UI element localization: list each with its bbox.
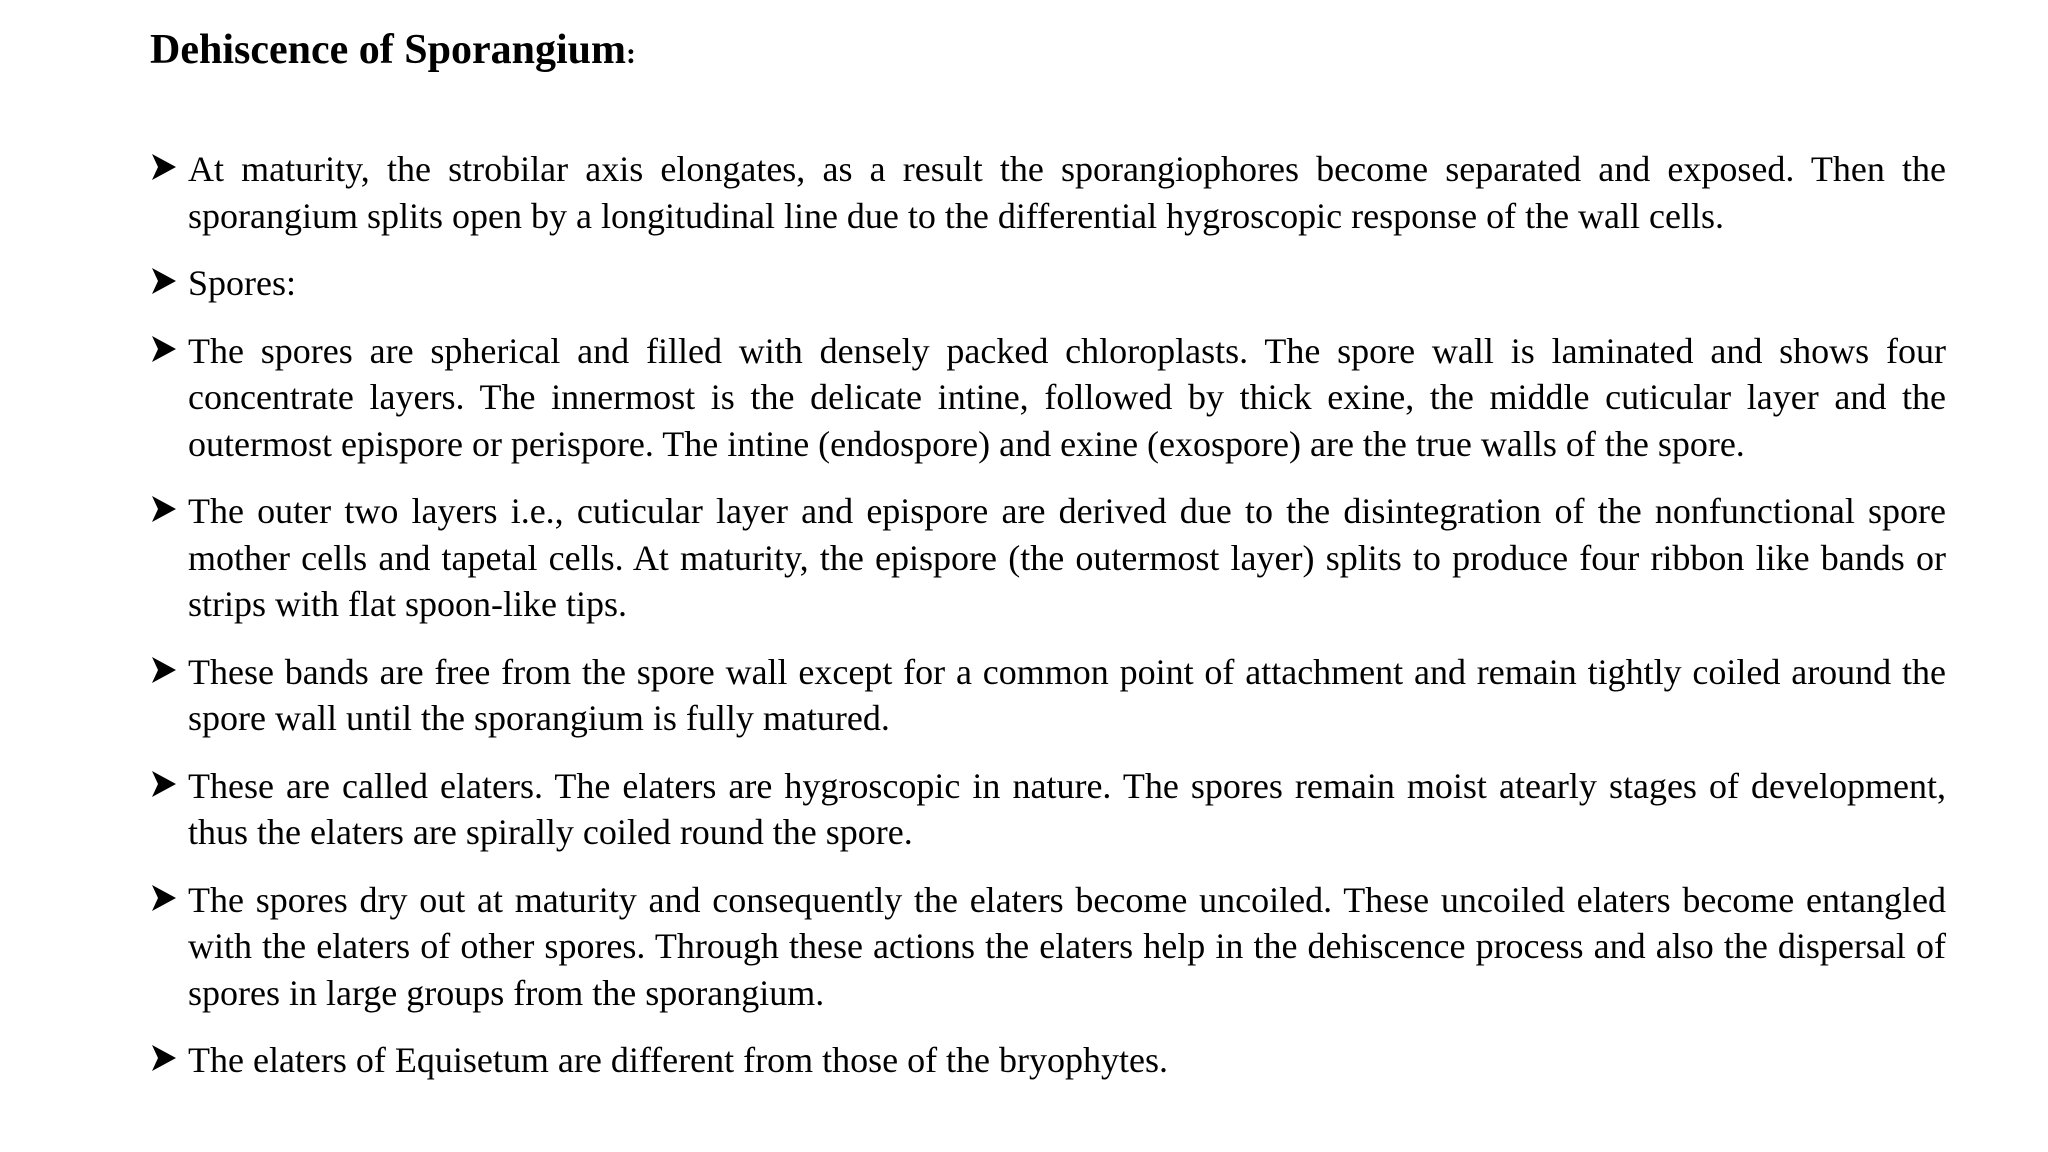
arrowhead-bullet-icon <box>150 1043 178 1073</box>
bullet-text: The elaters of Equisetum are different from those of the bryophytes. <box>188 1040 1169 1080</box>
arrowhead-bullet-icon <box>150 769 178 799</box>
bullet-item <box>150 649 1946 742</box>
bullet-item <box>150 488 1946 628</box>
page-title <box>150 24 636 80</box>
bullet-list <box>150 146 1946 1105</box>
bullet-item <box>150 328 1946 468</box>
bullet-item <box>150 1037 1946 1084</box>
bullet-text: The spores are spherical and filled with densely packed chloroplasts. The spore wall is laminated and shows four concentrate layers. The innermost is the delicate intine, followed by thick exine, the middle cuticular layer and the outermost epispore or perispore. The intine (endospore) and exine (exospore) are the true walls of the spore. <box>188 330 1946 464</box>
bullet-item <box>150 260 1946 307</box>
arrowhead-bullet-icon <box>150 152 178 182</box>
bullet-item <box>150 763 1946 856</box>
arrowhead-bullet-icon <box>150 494 178 524</box>
page-title-text: Dehiscence of Sporangium <box>150 27 626 73</box>
arrowhead-bullet-icon <box>150 655 178 685</box>
arrowhead-bullet-icon <box>150 334 178 364</box>
bullet-text: These bands are free from the spore wall except for a common point of attachment and remain tightly coiled around the spore wall until the sporangium is fully matured. <box>188 651 1946 738</box>
bullet-item <box>150 877 1946 1017</box>
bullet-text: At maturity, the strobilar axis elongates, as a result the sporangiophores become separated and exposed. Then the sporangium splits open by a longitudinal line due to the differential hygroscopic response of the wall cells. <box>188 149 1946 236</box>
page-title-colon: : <box>626 37 636 70</box>
bullet-text: Spores: <box>188 263 296 303</box>
arrowhead-bullet-icon <box>150 266 178 296</box>
bullet-text: The outer two layers i.e., cuticular layer and epispore are derived due to the disintegration of the nonfunctional spore mother cells and tapetal cells. At maturity, the epispore (the outermost layer) splits to produce four ribbon like bands or strips with flat spoon-like tips. <box>188 491 1946 624</box>
arrowhead-bullet-icon <box>150 883 178 913</box>
bullet-text: These are called elaters. The elaters are hygroscopic in nature. The spores remain moist atearly stages of development, thus the elaters are spirally coiled round the spore. <box>188 765 1946 852</box>
bullet-text: The spores dry out at maturity and consequently the elaters become uncoiled. These uncoiled elaters become entangled with the elaters of other spores. Through these actions the elaters help in the dehiscence process and also the dispersal of spores in large groups from the sporangium. <box>188 879 1946 1013</box>
bullet-item <box>150 146 1946 239</box>
